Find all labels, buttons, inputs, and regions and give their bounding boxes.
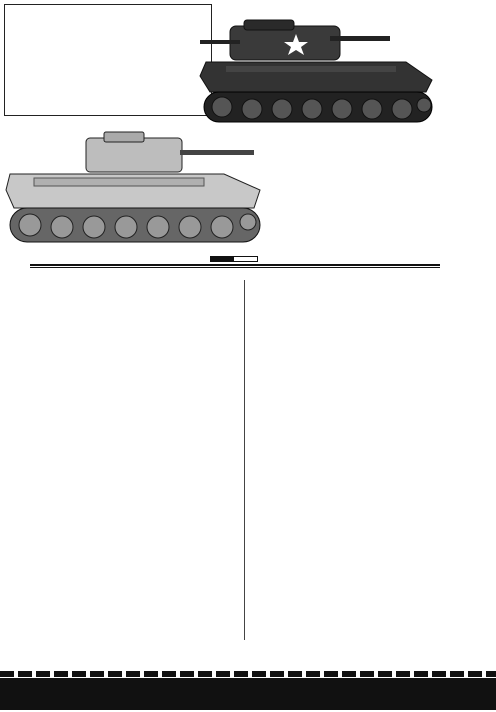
section-divider-thin — [30, 267, 440, 268]
hs3a-tank-illustration — [4, 128, 274, 258]
footer-stripes — [0, 671, 496, 677]
section-divider — [30, 264, 440, 266]
scale-bar — [188, 250, 274, 264]
intro-text-box — [4, 4, 212, 116]
page-footer — [0, 662, 496, 712]
column-separator — [244, 280, 245, 640]
r59g-description — [290, 66, 494, 262]
scale-graphic — [210, 256, 258, 262]
footer-bar — [0, 678, 496, 710]
article-body — [0, 276, 496, 658]
